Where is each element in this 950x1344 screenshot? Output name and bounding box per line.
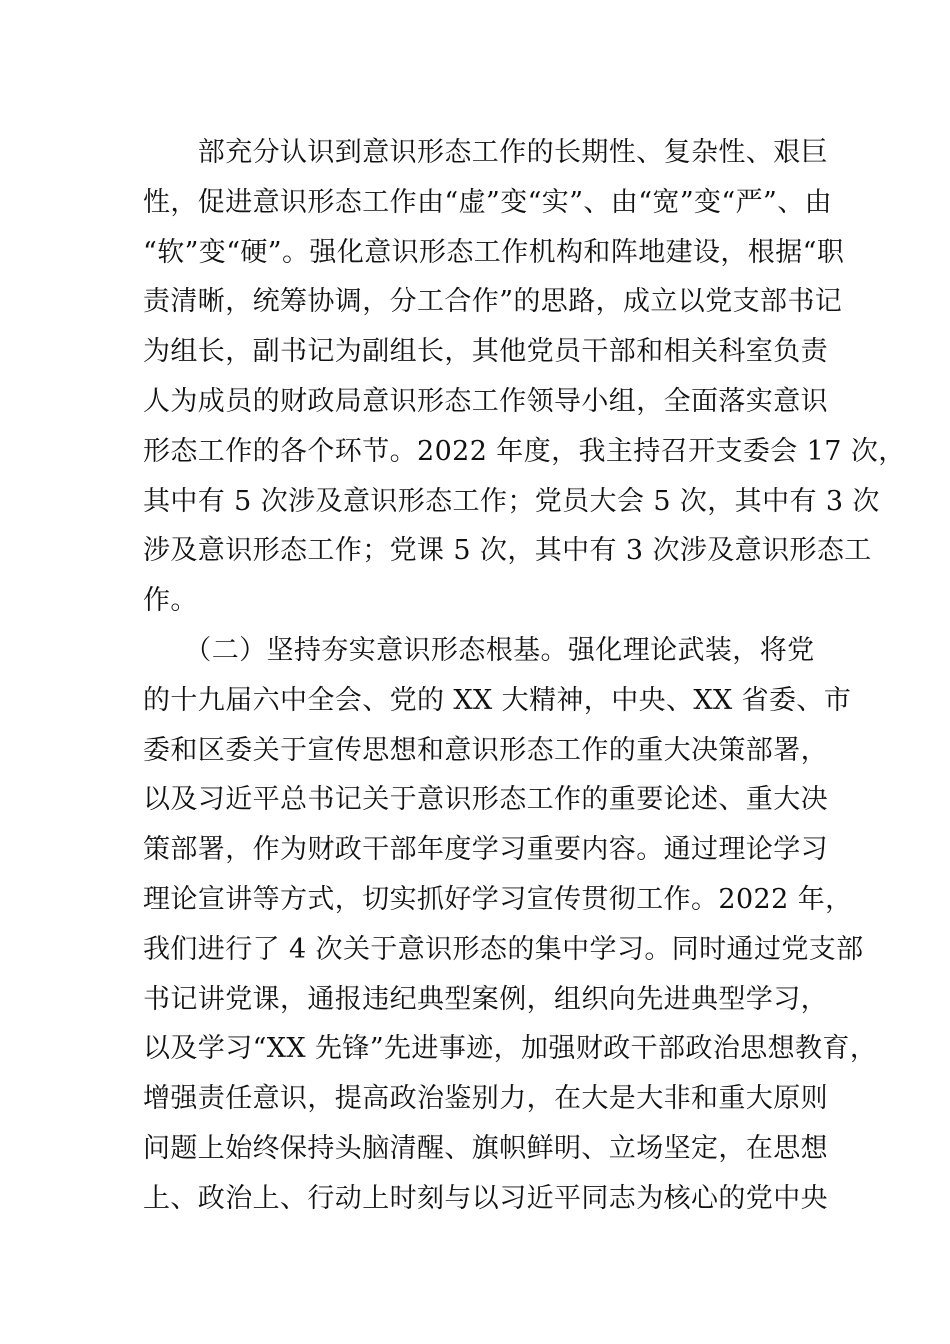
text-line: 书记讲党课，通报违纪典型案例，组织向先进典型学习， (143, 983, 828, 1015)
text-line: 责清晰，统筹协调，分工合作”的思路，成立以党支部书记 (143, 286, 843, 318)
document-body (143, 128, 906, 1224)
text-line: “软”变“硬”。强化意识形态工作机构和阵地建设，根据“职 (143, 236, 845, 268)
text-line: 理论宣讲等方式，切实抓好学习宣传贯彻工作。2022 年， (143, 883, 853, 915)
text-line: 以及学习“XX 先锋”先进事迹，加强财政干部政治思想教育， (143, 1033, 878, 1065)
text-line: 策部署，作为财政干部年度学习重要内容。通过理论学习 (143, 834, 828, 866)
text-line: 其中有 5 次涉及意识形态工作；党员大会 5 次，其中有 3 次 (143, 485, 880, 517)
text-line: 委和区委关于宣传思想和意识形态工作的重大决策部署， (143, 734, 828, 766)
text-line: （二）坚持夯实意识形态根基。强化理论武装，将党 (143, 634, 815, 666)
text-line: 上、政治上、行动上时刻与以习近平同志为核心的党中央 (143, 1182, 828, 1214)
text-line: 以及习近平总书记关于意识形态工作的重要论述、重大决 (143, 784, 828, 816)
text-line: 形态工作的各个环节。2022 年度，我主持召开支委会 17 次， (143, 435, 906, 467)
text-line: 人为成员的财政局意识形态工作领导小组，全面落实意识 (143, 385, 828, 417)
text-line: 部充分认识到意识形态工作的长期性、复杂性、艰巨 (143, 137, 828, 168)
text-line: 我们进行了 4 次关于意识形态的集中学习。同时通过党支部 (143, 933, 864, 965)
text-line: 涉及意识形态工作；党课 5 次，其中有 3 次涉及意识形态工 (143, 535, 872, 567)
text-line: 增强责任意识，提高政治鉴别力，在大是大非和重大原则 (143, 1083, 828, 1115)
text-line: 问题上始终保持头脑清醒、旗帜鲜明、立场坚定，在思想 (143, 1132, 828, 1164)
text-line: 作。 (143, 585, 198, 617)
text-line: 的十九届六中全会、党的 XX 大精神，中央、XX 省委、市 (143, 684, 852, 716)
text-line: 为组长，副书记为副组长，其他党员干部和相关科室负责 (143, 336, 828, 368)
text-line: 性，促进意识形态工作由“虚”变“实”、由“宽”变“严”、由 (143, 186, 833, 218)
